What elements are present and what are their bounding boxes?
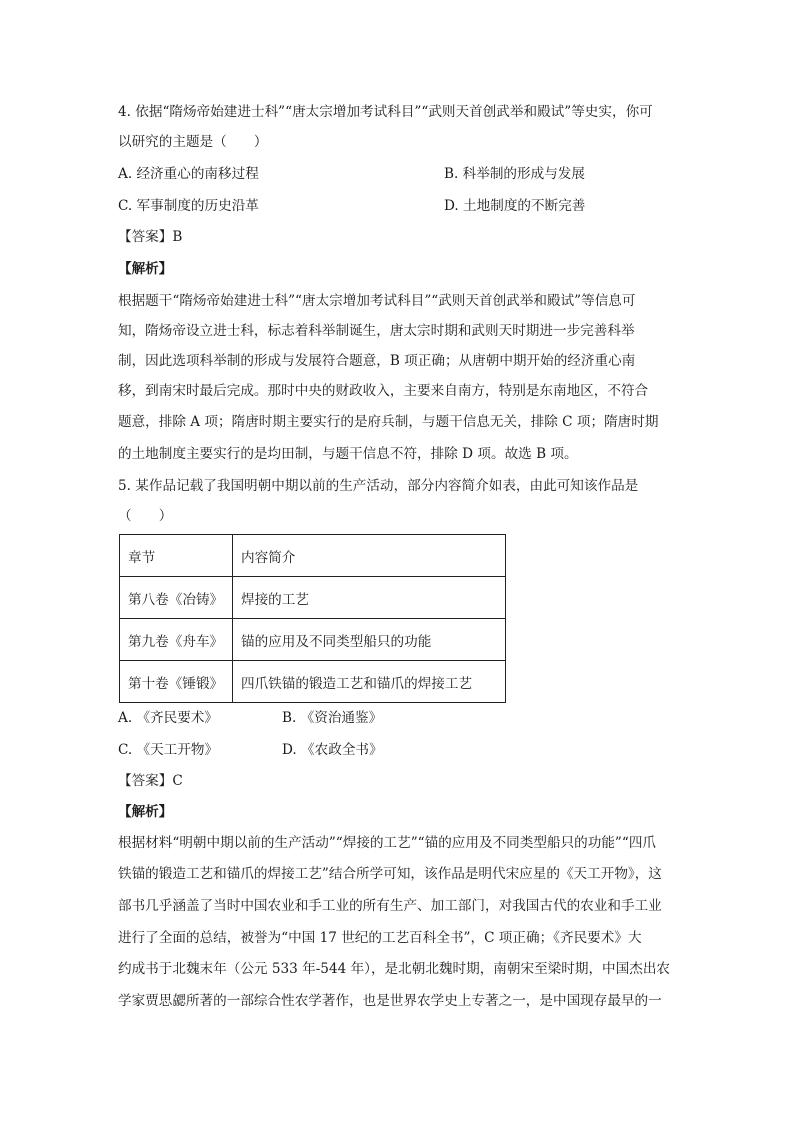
q4-answer: 【答案】B xyxy=(118,229,183,245)
q5-stem-line1: 5. 某作品记载了我国明朝中期以前的生产活动，部分内容简介如表，由此可知该作品是 xyxy=(118,478,639,494)
q5-analysis-line: 学家贾思勰所著的一部综合性农学著作，也是世界农学史上专著之一，是中国现存最早的一 xyxy=(118,993,662,1009)
q5-analysis-line: 铁锚的锻造工艺和锚爪的焊接工艺”结合所学可知，该作品是明代宋应星的《天工开物》，这 xyxy=(118,866,662,882)
table-cell: 四爪铁锚的锻造工艺和锚爪的焊接工艺 xyxy=(233,661,506,703)
q5-analysis-line: 根据材料“明朝中期以前的生产活动”“焊接的工艺”“锚的应用及不同类型船只的功能”“四爪 xyxy=(118,835,657,851)
q4-option-c: C. 军事制度的历史沿革 xyxy=(118,198,259,214)
table-row xyxy=(120,577,506,619)
q4-analysis-line: 题意，排除 A 项；隋唐时期主要实行的是府兵制，与题干信息无关，排除 C 项；隋唐时期 xyxy=(118,414,659,430)
q4-option-d: D. 土地制度的不断完善 xyxy=(444,198,586,214)
q4-analysis-line: 移，到南宋时最后完成。那时中央的财政收入，主要来自南方，特别是东南地区，不符合 xyxy=(118,383,649,399)
table-cell: 焊接的工艺 xyxy=(233,577,506,619)
q5-option-d: D. 《农政全书》 xyxy=(282,742,383,758)
table-row xyxy=(120,661,506,703)
q4-option-b: B. 科举制的形成与发展 xyxy=(444,166,585,182)
q4-analysis-line: 的土地制度主要实行的是均田制，与题干信息不符，排除 D 项。故选 B 项。 xyxy=(118,446,578,462)
q5-option-b: B. 《资治通鉴》 xyxy=(282,710,383,726)
q4-stem-line2: 以研究的主题是（ ） xyxy=(118,134,268,150)
q4-analysis-line: 根据题干“隋炀帝始建进士科”“唐太宗增加考试科目”“武则天首创武举和殿试”等信息可 xyxy=(118,293,636,309)
q4-analysis-line: 知，隋炀帝设立进士科，标志着科举制诞生，唐太宗时期和武则天时期进一步完善科举 xyxy=(118,323,635,339)
q5-analysis-line: 约成书于北魏末年（公元 533 年-544 年），是北朝北魏时期，南朝宋至梁时期，中国杰出农 xyxy=(118,961,671,977)
q4-analysis-line: 制，因此选项科举制的形成与发展符合题意，B 项正确；从唐朝中期开始的经济重心南 xyxy=(118,353,636,369)
q5-option-c: C. 《天工开物》 xyxy=(118,742,219,758)
q5-analysis-line: 部书几乎涵盖了当时中国农业和手工业的所有生产、加工部门，对我国古代的农业和手工业 xyxy=(118,898,662,914)
content-table xyxy=(119,534,506,703)
q5-analysis-title: 【解析】 xyxy=(118,804,173,820)
q4-stem-line1: 4. 依据“隋炀帝始建进士科”“唐太宗增加考试科目”“武则天首创武举和殿试”等史实，你可 xyxy=(118,104,653,120)
table-header-row xyxy=(120,535,506,577)
table-header-cell: 章节 xyxy=(120,535,233,577)
q5-option-a: A. 《齐民要术》 xyxy=(118,710,219,726)
q4-option-a: A. 经济重心的南移过程 xyxy=(118,166,259,182)
q5-stem-line2: （ ） xyxy=(118,508,173,524)
table-header-cell: 内容简介 xyxy=(233,535,506,577)
table-cell: 第九卷《舟车》 xyxy=(120,619,233,661)
q5-answer: 【答案】C xyxy=(118,773,183,789)
table-row xyxy=(120,619,506,661)
q4-analysis-title: 【解析】 xyxy=(118,261,173,277)
table-cell: 锚的应用及不同类型船只的功能 xyxy=(233,619,506,661)
table-cell: 第八卷《冶铸》 xyxy=(120,577,233,619)
table-cell: 第十卷《锤锻》 xyxy=(120,661,233,703)
q5-analysis-line: 进行了全面的总结，被誉为“中国 17 世纪的工艺百科全书”，C 项正确；《齐民要术》大 xyxy=(118,930,642,946)
